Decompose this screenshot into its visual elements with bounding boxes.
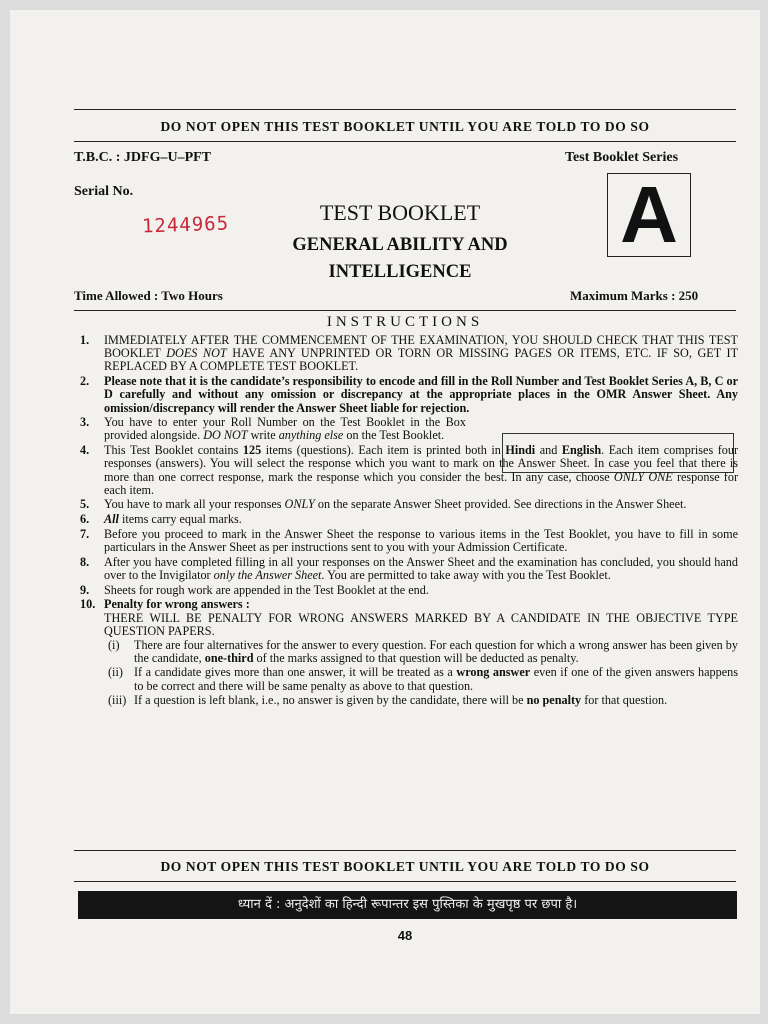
bottom-warning-rule	[74, 881, 736, 882]
item-number: 1.	[80, 333, 90, 347]
item-number: 4.	[80, 443, 90, 458]
tbc-code: T.B.C. : JDFG–U–PFT	[74, 150, 212, 165]
subtitle-line-1: GENERAL ABILITY AND	[292, 235, 508, 255]
item-number: 8.	[80, 554, 90, 569]
penalty-heading: Penalty for wrong answers :	[104, 597, 250, 612]
subtitle-line-2: INTELLIGENCE	[328, 262, 472, 282]
header-rule	[74, 310, 736, 311]
item-number: 10.	[80, 597, 96, 612]
instruction-item-1: 1. IMMEDIATELY AFTER THE COMMENCEMENT OF THE EXAMINATION, YOU SHOULD CHECK THAT THIS TEST BOOKLET DOES NOT HAVE ANY UNPRINTED OR TORN OR MISSING PAGES OR ITEMS, ETC. IF SO, GET IT REPLACED BY A COMPLETE TEST BOOKLET.	[80, 333, 739, 374]
item-number: 6.	[80, 512, 90, 527]
series-label: Test Booklet Series	[565, 150, 679, 165]
booklet-title: TEST BOOKLET	[319, 200, 481, 225]
instruction-item-10	[80, 598, 738, 707]
penalty-rule-3: (iii) If a question is left blank, i.e., no answer is given by the candidate, there will be no penalty for that question.	[108, 692, 668, 707]
series-box	[607, 170, 691, 259]
penalty-statement: THERE WILL BE PENALTY FOR WRONG ANSWERS MARKED BY A CANDIDATE IN THE OBJECTIVE TYPE QUESTION PAPERS.	[104, 610, 738, 638]
instruction-item-8: 8. After you have completed filling in all your responses on the Answer Sheet and the examination has concluded, you should hand over to the Invigilator only the Answer Sheet. You are permitted to take away with you the Test Booklet.	[80, 554, 738, 582]
bottom-warning: DO NOT OPEN THIS TEST BOOKLET UNTIL YOU ARE TOLD TO DO SO	[160, 859, 650, 874]
instruction-item-2: 2. Please note that it is the candidate’s responsibility to encode and fill in the Roll Number and Test Booklet Series A, B, C or D carefully and without any omission or discrepancy at the appropriate places in the OMR Answer Sheet. Any omission/discrepancy will render the Answer Sheet liable for rejection.	[80, 374, 738, 415]
instructions-heading: INSTRUCTIONS	[326, 314, 484, 330]
item-number: 5.	[80, 497, 90, 512]
instruction-item-4: 4. This Test Booklet contains 125 items (questions). Each item is printed both in Hindi and English. Each item comprises four responses (answers). You will select the response which you want to mark on the Answer Sheet. In case you feel that there is more than one correct response, mark the response which you consider the best. In any case, choose ONLY ONE response for each item.	[80, 443, 739, 497]
hindi-note-bar: ध्यान दें : अनुदेशों का हिन्दी रूपान्तर इस पुस्तिका के मुखपृष्ठ पर छपा है।	[78, 891, 737, 919]
time-allowed: Time Allowed : Two Hours	[74, 288, 223, 303]
instruction-item-7: 7. Before you proceed to mark in the Answer Sheet the response to various items in the Test Booklet, you have to fill in some particulars in the Answer Sheet as per instructions sent to you with your Admission Certificate.	[80, 526, 738, 555]
maximum-marks: Maximum Marks : 250	[570, 288, 699, 303]
bottom-rule	[74, 850, 736, 851]
serial-label: Serial No.	[74, 184, 134, 199]
series-letter: A	[620, 170, 678, 259]
instruction-item-3: 3. You have to enter your Roll Number on the Test Booklet in the Box provided alongside. DO NOT write anything else on the Test Booklet.	[80, 415, 466, 443]
top-warning-rule	[74, 141, 736, 142]
item-number: 2.	[80, 374, 90, 389]
item-number: 7.	[80, 526, 90, 541]
item-number: 9.	[80, 582, 90, 597]
instruction-item-6: 6. All items carry equal marks.	[80, 512, 242, 527]
instruction-item-9: 9. Sheets for rough work are appended in the Test Booklet at the end.	[80, 582, 429, 597]
booklet-subtitle	[250, 232, 550, 286]
penalty-rule-2: (ii) If a candidate gives more than one answer, it will be treated as a wrong answer even if one of the given answers happens to be correct and there will be same penalty as above to that question.	[108, 665, 738, 693]
penalty-rule-1: (i) There are four alternatives for the answer to every question. For each question for which a wrong answer has been given by the candidate, one-third of the marks assigned to that question will be deducted as penalty.	[108, 637, 738, 666]
item-number: 3.	[80, 415, 90, 430]
instructions-list	[80, 334, 738, 708]
top-warning: DO NOT OPEN THIS TEST BOOKLET UNTIL YOU ARE TOLD TO DO SO	[160, 119, 650, 134]
top-rule	[74, 109, 736, 110]
serial-number-stamp: 1244965	[141, 212, 230, 238]
page-number: 48	[397, 928, 413, 943]
instruction-item-5: 5. You have to mark all your responses ONLY on the separate Answer Sheet provided. See directions in the Answer Sheet.	[80, 497, 687, 512]
